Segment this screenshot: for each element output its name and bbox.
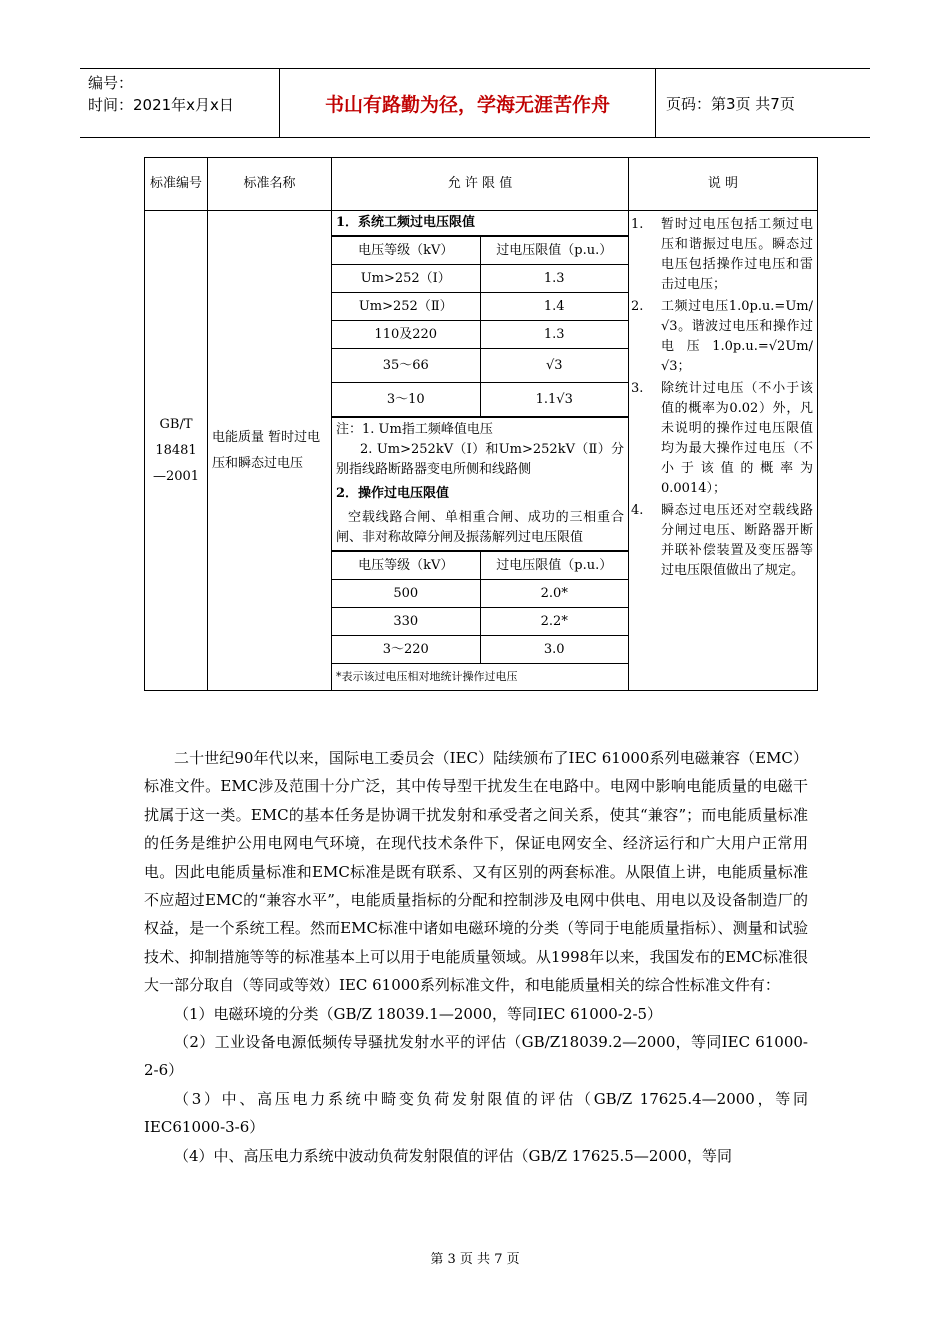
list-item: 3. 除统计过电压（不小于该值的概率为0.02）外，凡未说明的操作过电压限值均为最大操作过电压（不小于该值的概率为0.0014）； [631, 381, 813, 496]
table-row: 3～220 3.0 [332, 636, 628, 664]
list-item: （3）中、高压电力系统中畸变负荷发射限值的评估（GB/Z 17625.4—2000，等同IEC61000-3-6） [144, 1089, 808, 1137]
date-label: 时间：2021年x月x日 [88, 96, 234, 114]
note-2: 2. Um>252kV（Ⅰ）和Um>252kV（Ⅱ）分别指线路断路器变电所侧和线路侧 [336, 442, 624, 477]
header-meta [80, 69, 280, 137]
paragraph: 二十世纪90年代以来，国际电工委员会（IEC）陆续颁布了IEC 61000系列电磁兼容（EMC）标准文件。EMC涉及范围十分广泛，其中传导型干扰发生在电路中。电网中影响电能质量的电磁干扰属于这一类。EMC的基本任务是协调干扰发射和承受者之间关系，使其“兼容”；而电能质量标准的任务是维护公用电网电气环境，在现代技术条件下，保证电网安全、经济运行和广大用户正常用电。因此电能质量标准和EMC标准是既有联系、又有区别的两套标准。从限值上讲，电能质量标准不应超过EMC的“兼容水平”，电能质量指标的分配和控制涉及电网中供电、用电以及设备制造厂的权益，是一个系统工程。然而EMC标准中诸如电磁环境的分类（等同于电能质量指标）、测量和试验技术、抑制措施等等的标准基本上可以用于电能质量领域。从1998年以来，我国发布的EMC标准很大一部分取自（等同或等效）IEC 61000系列标准文件，和电能质量相关的综合性标准文件有： [144, 749, 808, 995]
header-motto: 书山有路勤为径，学海无涯苦作舟 [280, 69, 656, 137]
table-row: 500 2.0* [332, 580, 628, 608]
power-frequency-table [332, 236, 628, 417]
list-item: 4. 瞬态过电压还对空载线路分闸过电压、断路器开断并联补偿装置及变压器等过电压限值做出了规定。 [631, 503, 813, 578]
standard-name: 电能质量 暂时过电压和瞬态过电压 [208, 211, 332, 691]
note-1: 注：1. Um指工频峰值电压 [336, 422, 493, 437]
section1-title: 1．系统工频过电压限值 [332, 211, 628, 236]
standards-table [144, 157, 818, 691]
col-voltage: 电压等级（kV） [332, 237, 480, 265]
list-item: 2. 工频过电压1.0p.u.=Um/√3。谐波过电压和操作过电压1.0p.u.=√2Um/√3； [631, 299, 813, 374]
section2-title: 2．操作过电压限值 [336, 486, 450, 501]
header-notes: 说 明 [629, 158, 818, 211]
table-row: 35～66 √3 [332, 349, 628, 383]
body-text [144, 744, 808, 1170]
table-row: 110及220 1.3 [332, 321, 628, 349]
page-header [80, 68, 870, 138]
header-name: 标准名称 [208, 158, 332, 211]
col-limit: 过电压限值（p.u.） [480, 237, 628, 265]
limits-cell [332, 211, 629, 691]
list-item: 1. 暂时过电压包括工频过电压和谐振过电压。瞬态过电压包括操作过电压和雷击过电压； [631, 217, 813, 292]
table-row: Um>252（Ⅱ） 1.4 [332, 293, 628, 321]
table-row: Um>252（Ⅰ） 1.3 [332, 265, 628, 293]
table-row: 3～10 1.1√3 [332, 383, 628, 417]
standard-code: GB/T 18481—2001 [145, 211, 208, 691]
list-item: （2）工业设备电源低频传导骚扰发射水平的评估（GB/Z18039.2—2000，等同IEC 61000-2-6） [144, 1033, 808, 1080]
footnote: *表示该过电压相对地统计操作过电压 [336, 670, 518, 683]
list-item: （4）中、高压电力系统中波动负荷发射限值的评估（GB/Z 17625.5—2000，等同 [174, 1146, 732, 1165]
header-page-info: 页码：第3页 共7页 [666, 94, 795, 113]
notes-block [332, 417, 628, 482]
list-item: （1）电磁环境的分类（GB/Z 18039.1—2000，等同IEC 61000-2-5） [174, 1004, 663, 1023]
header-code: 标准编号 [145, 158, 208, 211]
table-row: 330 2.2* [332, 608, 628, 636]
page-footer: 第 3 页 共 7 页 [430, 1252, 520, 1267]
col-voltage-2: 电压等级（kV） [332, 552, 480, 580]
header-limits: 允 许 限 值 [332, 158, 629, 211]
switching-table [332, 551, 628, 664]
doc-number-label: 编号： [88, 74, 134, 92]
section2-desc: 空载线路合闸、单相重合闸、成功的三相重合闸、非对称故障分闸及振荡解列过电压限值 [332, 506, 628, 551]
col-limit-2: 过电压限值（p.u.） [480, 552, 628, 580]
explanation-cell [629, 211, 818, 691]
